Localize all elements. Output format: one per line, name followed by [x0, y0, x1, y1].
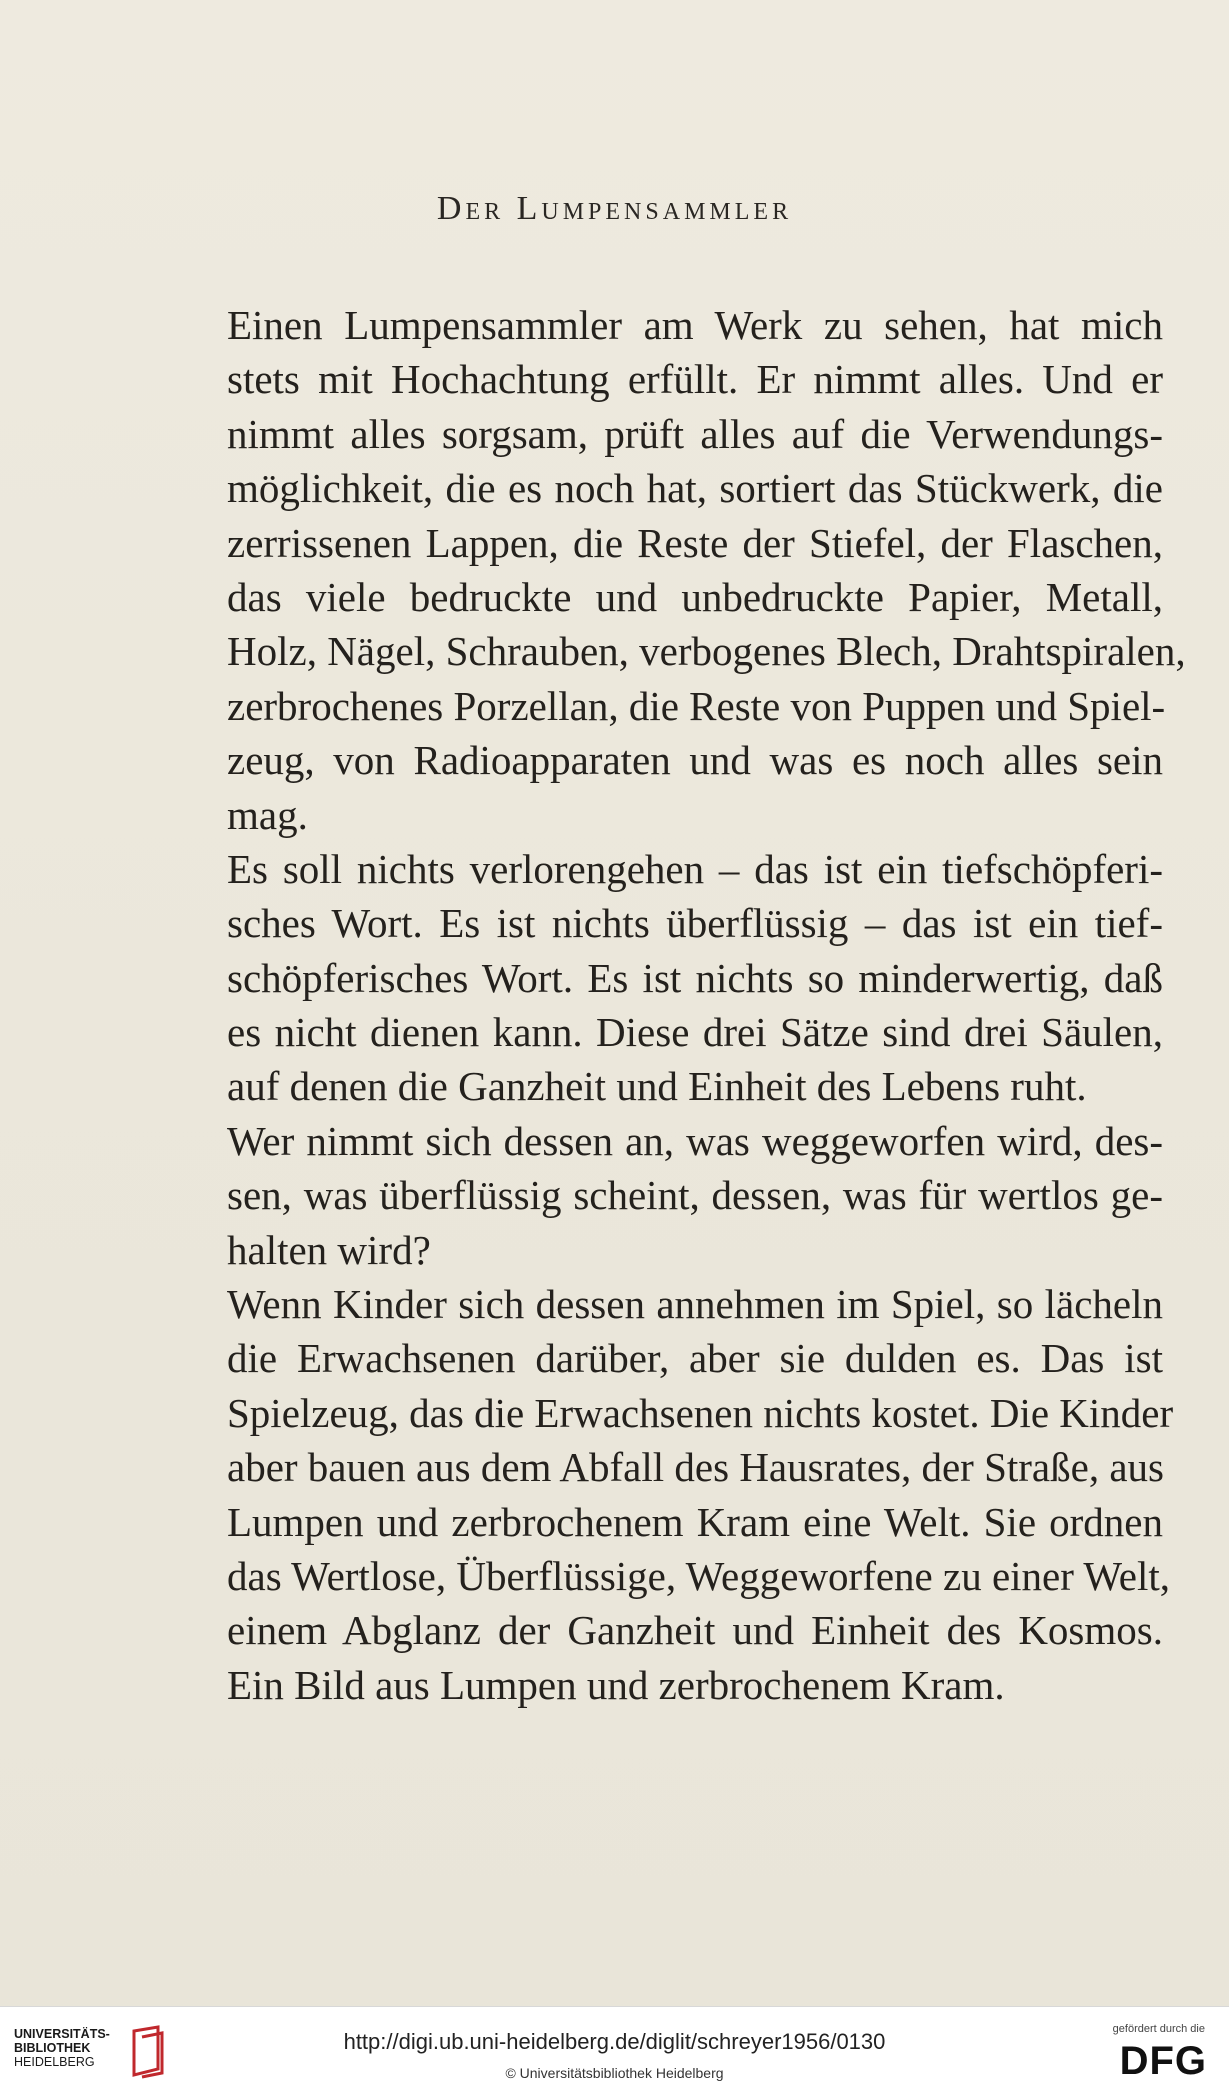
text-line: stets mit Hochachtung erfüllt. Er nimmt alles. Und er	[227, 356, 1163, 403]
text-line: die Erwachsenen darüber, aber sie dulden es. Das ist	[227, 1335, 1163, 1382]
chapter-heading: Der Lumpensammler	[436, 190, 793, 227]
text-line: halten wird?	[227, 1226, 431, 1273]
text-line: sches Wort. Es ist nichts überflüssig – das ist ein tief-	[227, 900, 1163, 947]
text-line: mag.	[227, 791, 308, 838]
text-line: Holz, Nägel, Schrauben, verbogenes Blech, Drahtspiralen,	[227, 628, 1186, 675]
text-line: Es soll nichts verlorengehen – das ist ein tiefschöpferi-	[227, 845, 1163, 892]
text-line: Einen Lumpensammler am Werk zu sehen, hat mich	[227, 302, 1163, 348]
text-line: zeug, von Radioapparaten und was es noch alles sein	[227, 737, 1163, 784]
text-line: zerrissenen Lappen, die Reste der Stiefel, der Flaschen,	[227, 519, 1163, 566]
permalink-url[interactable]: http://digi.ub.uni-heidelberg.de/diglit/schreyer1956/0130	[343, 2029, 886, 2054]
text-line: einem Abglanz der Ganzheit und Einheit des Kosmos.	[227, 1607, 1163, 1654]
text-line: Wenn Kinder sich dessen annehmen im Spiel, so lächeln	[227, 1281, 1163, 1328]
body-text	[227, 298, 1186, 1712]
text-line: Spielzeug, das die Erwachsenen nichts kostet. Die Kinder	[227, 1389, 1174, 1436]
text-line: Ein Bild aus Lumpen und zerbrochenem Kram.	[227, 1661, 1005, 1708]
viewer-footer	[0, 2006, 1229, 2095]
text-line: zerbrochenes Porzellan, die Reste von Puppen und Spiel-	[227, 682, 1166, 729]
text-line: auf denen die Ganzheit und Einheit des Lebens ruht.	[227, 1063, 1087, 1110]
text-line: es nicht dienen kann. Diese drei Sätze sind drei Säulen,	[227, 1009, 1163, 1056]
text-line: Wer nimmt sich dessen an, was weggeworfen wird, des-	[227, 1117, 1163, 1164]
text-line: nimmt alles sorgsam, prüft alles auf die Verwendungs-	[227, 410, 1163, 457]
text-line: Lumpen und zerbrochenem Kram eine Welt. Sie ordnen	[227, 1498, 1163, 1545]
text-line: sen, was überflüssig scheint, dessen, was für wertlos ge-	[227, 1172, 1163, 1219]
library-line-3: HEIDELBERG	[14, 2055, 95, 2069]
library-line-1: UNIVERSITÄTS-	[14, 2027, 110, 2041]
funding-note: gefördert durch die	[1112, 2023, 1205, 2035]
dfg-logo[interactable]: DFG	[1119, 2039, 1207, 2083]
text-line: schöpferisches Wort. Es ist nichts so minderwertig, daß	[227, 954, 1163, 1001]
copyright-notice: © Universitätsbibliothek Heidelberg	[505, 2065, 724, 2081]
library-line-2: BIBLIOTHEK	[14, 2041, 91, 2055]
text-line: aber bauen aus dem Abfall des Hausrates, der Straße, aus	[227, 1444, 1164, 1491]
text-line: das viele bedruckte und unbedruckte Papier, Metall,	[227, 573, 1163, 620]
text-line: das Wertlose, Überflüssige, Weggeworfene zu einer Welt,	[227, 1552, 1171, 1599]
text-line: möglichkeit, die es noch hat, sortiert das Stückwerk, die	[227, 465, 1163, 512]
